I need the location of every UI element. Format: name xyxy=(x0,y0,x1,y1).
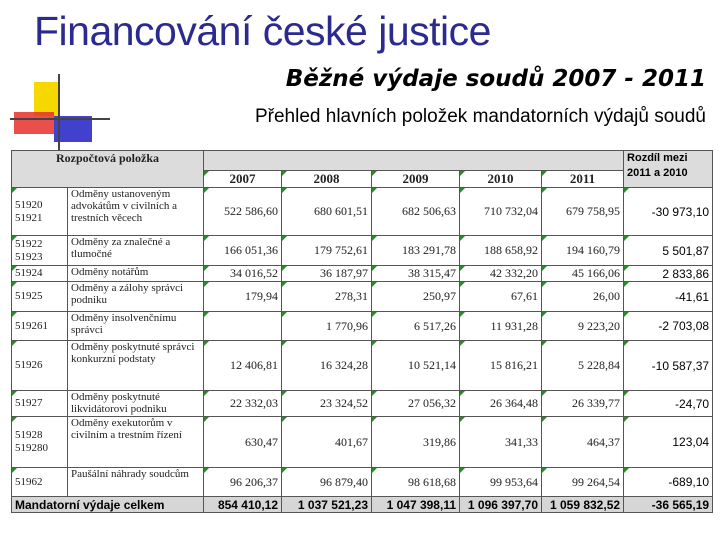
table-row xyxy=(12,391,713,417)
row-name: Odměny poskytnuté likvidátorovi podniku xyxy=(68,391,204,417)
row-value: 522 586,60 xyxy=(204,188,282,236)
deco-vertical-line xyxy=(58,74,60,150)
row-code: 519261 xyxy=(12,312,68,341)
row-code: 51922 51923 xyxy=(12,236,68,266)
row-value: 12 406,81 xyxy=(204,341,282,391)
table-header-row-top xyxy=(12,151,713,171)
row-value: 194 160,79 xyxy=(542,236,624,266)
row-value: 166 051,36 xyxy=(204,236,282,266)
total-value: 854 410,12 xyxy=(204,497,282,513)
row-value: 710 732,04 xyxy=(460,188,542,236)
row-value: 99 953,64 xyxy=(460,468,542,497)
row-value: 6 517,26 xyxy=(372,312,460,341)
row-value: 179,94 xyxy=(204,282,282,312)
total-label: Mandatorní výdaje celkem xyxy=(12,497,204,513)
row-diff: -10 587,37 xyxy=(624,341,713,391)
table-row xyxy=(12,341,713,391)
row-diff: -24,70 xyxy=(624,391,713,417)
row-value: 15 816,21 xyxy=(460,341,542,391)
row-value: 630,47 xyxy=(204,417,282,468)
row-value: 42 332,20 xyxy=(460,266,542,282)
row-value: 179 752,61 xyxy=(282,236,372,266)
row-value: 22 332,03 xyxy=(204,391,282,417)
total-value: 1 047 398,11 xyxy=(372,497,460,513)
table-row xyxy=(12,236,713,266)
row-diff: -30 973,10 xyxy=(624,188,713,236)
table-row xyxy=(12,266,713,282)
total-value: 1 037 521,23 xyxy=(282,497,372,513)
header-blank xyxy=(204,151,624,171)
row-name: Odměny poskytnuté správci konkurzní podstaty xyxy=(68,341,204,391)
row-value: 1 770,96 xyxy=(282,312,372,341)
row-value: 67,61 xyxy=(460,282,542,312)
row-value: 679 758,95 xyxy=(542,188,624,236)
row-name: Odměny a zálohy správci podniku xyxy=(68,282,204,312)
row-value: 341,33 xyxy=(460,417,542,468)
row-diff: -41,61 xyxy=(624,282,713,312)
total-diff: -36 565,19 xyxy=(624,497,713,513)
row-value: 45 166,06 xyxy=(542,266,624,282)
budget-table xyxy=(11,150,713,513)
row-name: Odměny za znalečné a tlumočné xyxy=(68,236,204,266)
row-value: 319,86 xyxy=(372,417,460,468)
row-value: 98 618,68 xyxy=(372,468,460,497)
row-value: 36 187,97 xyxy=(282,266,372,282)
row-code: 51928 519280 xyxy=(12,417,68,468)
row-value: 188 658,92 xyxy=(460,236,542,266)
row-code: 51962 xyxy=(12,468,68,497)
row-value: 183 291,78 xyxy=(372,236,460,266)
row-value: 23 324,52 xyxy=(282,391,372,417)
row-value: 27 056,32 xyxy=(372,391,460,417)
deco-yellow-square xyxy=(34,82,60,116)
row-name: Paušální náhrady soudcům xyxy=(68,468,204,497)
table-row xyxy=(12,312,713,341)
row-diff: 5 501,87 xyxy=(624,236,713,266)
row-value: 99 264,54 xyxy=(542,468,624,497)
row-code: 51924 xyxy=(12,266,68,282)
row-value: 26 364,48 xyxy=(460,391,542,417)
row-diff: -2 703,08 xyxy=(624,312,713,341)
row-code: 51925 xyxy=(12,282,68,312)
slide-subtitle: Běžné výdaje soudů 2007 - 2011 xyxy=(285,66,706,92)
table-row xyxy=(12,417,713,468)
table-row xyxy=(12,282,713,312)
header-year: 2010 xyxy=(460,171,542,188)
table-total-row xyxy=(12,497,713,513)
row-diff: -689,10 xyxy=(624,468,713,497)
row-value: 16 324,28 xyxy=(282,341,372,391)
row-value xyxy=(204,312,282,341)
row-diff: 2 833,86 xyxy=(624,266,713,282)
row-code: 51926 xyxy=(12,341,68,391)
row-value: 34 016,52 xyxy=(204,266,282,282)
row-value: 96 206,37 xyxy=(204,468,282,497)
header-year: 2011 xyxy=(542,171,624,188)
header-diff: Rozdíl mezi 2011 a 2010 xyxy=(624,151,713,188)
total-value: 1 096 397,70 xyxy=(460,497,542,513)
total-value: 1 059 832,52 xyxy=(542,497,624,513)
row-value: 401,67 xyxy=(282,417,372,468)
row-value: 96 879,40 xyxy=(282,468,372,497)
row-name: Odměny ustanoveným advokátům v civilních a trestních věcech xyxy=(68,188,204,236)
header-year: 2007 xyxy=(204,171,282,188)
table-row xyxy=(12,188,713,236)
row-value: 682 506,63 xyxy=(372,188,460,236)
table-row xyxy=(12,468,713,497)
row-value: 26 339,77 xyxy=(542,391,624,417)
row-value: 278,31 xyxy=(282,282,372,312)
header-year: 2008 xyxy=(282,171,372,188)
row-value: 11 931,28 xyxy=(460,312,542,341)
row-name: Odměny exekutorům v civilním a trestním řízení xyxy=(68,417,204,468)
row-value: 680 601,51 xyxy=(282,188,372,236)
header-item: Rozpočtová položka xyxy=(12,151,204,188)
deco-red-square xyxy=(14,112,54,134)
header-year: 2009 xyxy=(372,171,460,188)
slide-title: Financování české justice xyxy=(34,8,491,54)
row-value: 250,97 xyxy=(372,282,460,312)
slide-description: Přehled hlavních položek mandatorních výdajů soudů xyxy=(254,106,706,127)
row-value: 464,37 xyxy=(542,417,624,468)
row-diff: 123,04 xyxy=(624,417,713,468)
row-value: 26,00 xyxy=(542,282,624,312)
row-code: 51920 51921 xyxy=(12,188,68,236)
row-name: Odměny insolvenčnímu správci xyxy=(68,312,204,341)
row-value: 10 521,14 xyxy=(372,341,460,391)
row-value: 5 228,84 xyxy=(542,341,624,391)
row-value: 9 223,20 xyxy=(542,312,624,341)
row-name: Odměny notářům xyxy=(68,266,204,282)
deco-horizontal-line xyxy=(10,118,110,120)
row-value: 38 315,47 xyxy=(372,266,460,282)
row-code: 51927 xyxy=(12,391,68,417)
